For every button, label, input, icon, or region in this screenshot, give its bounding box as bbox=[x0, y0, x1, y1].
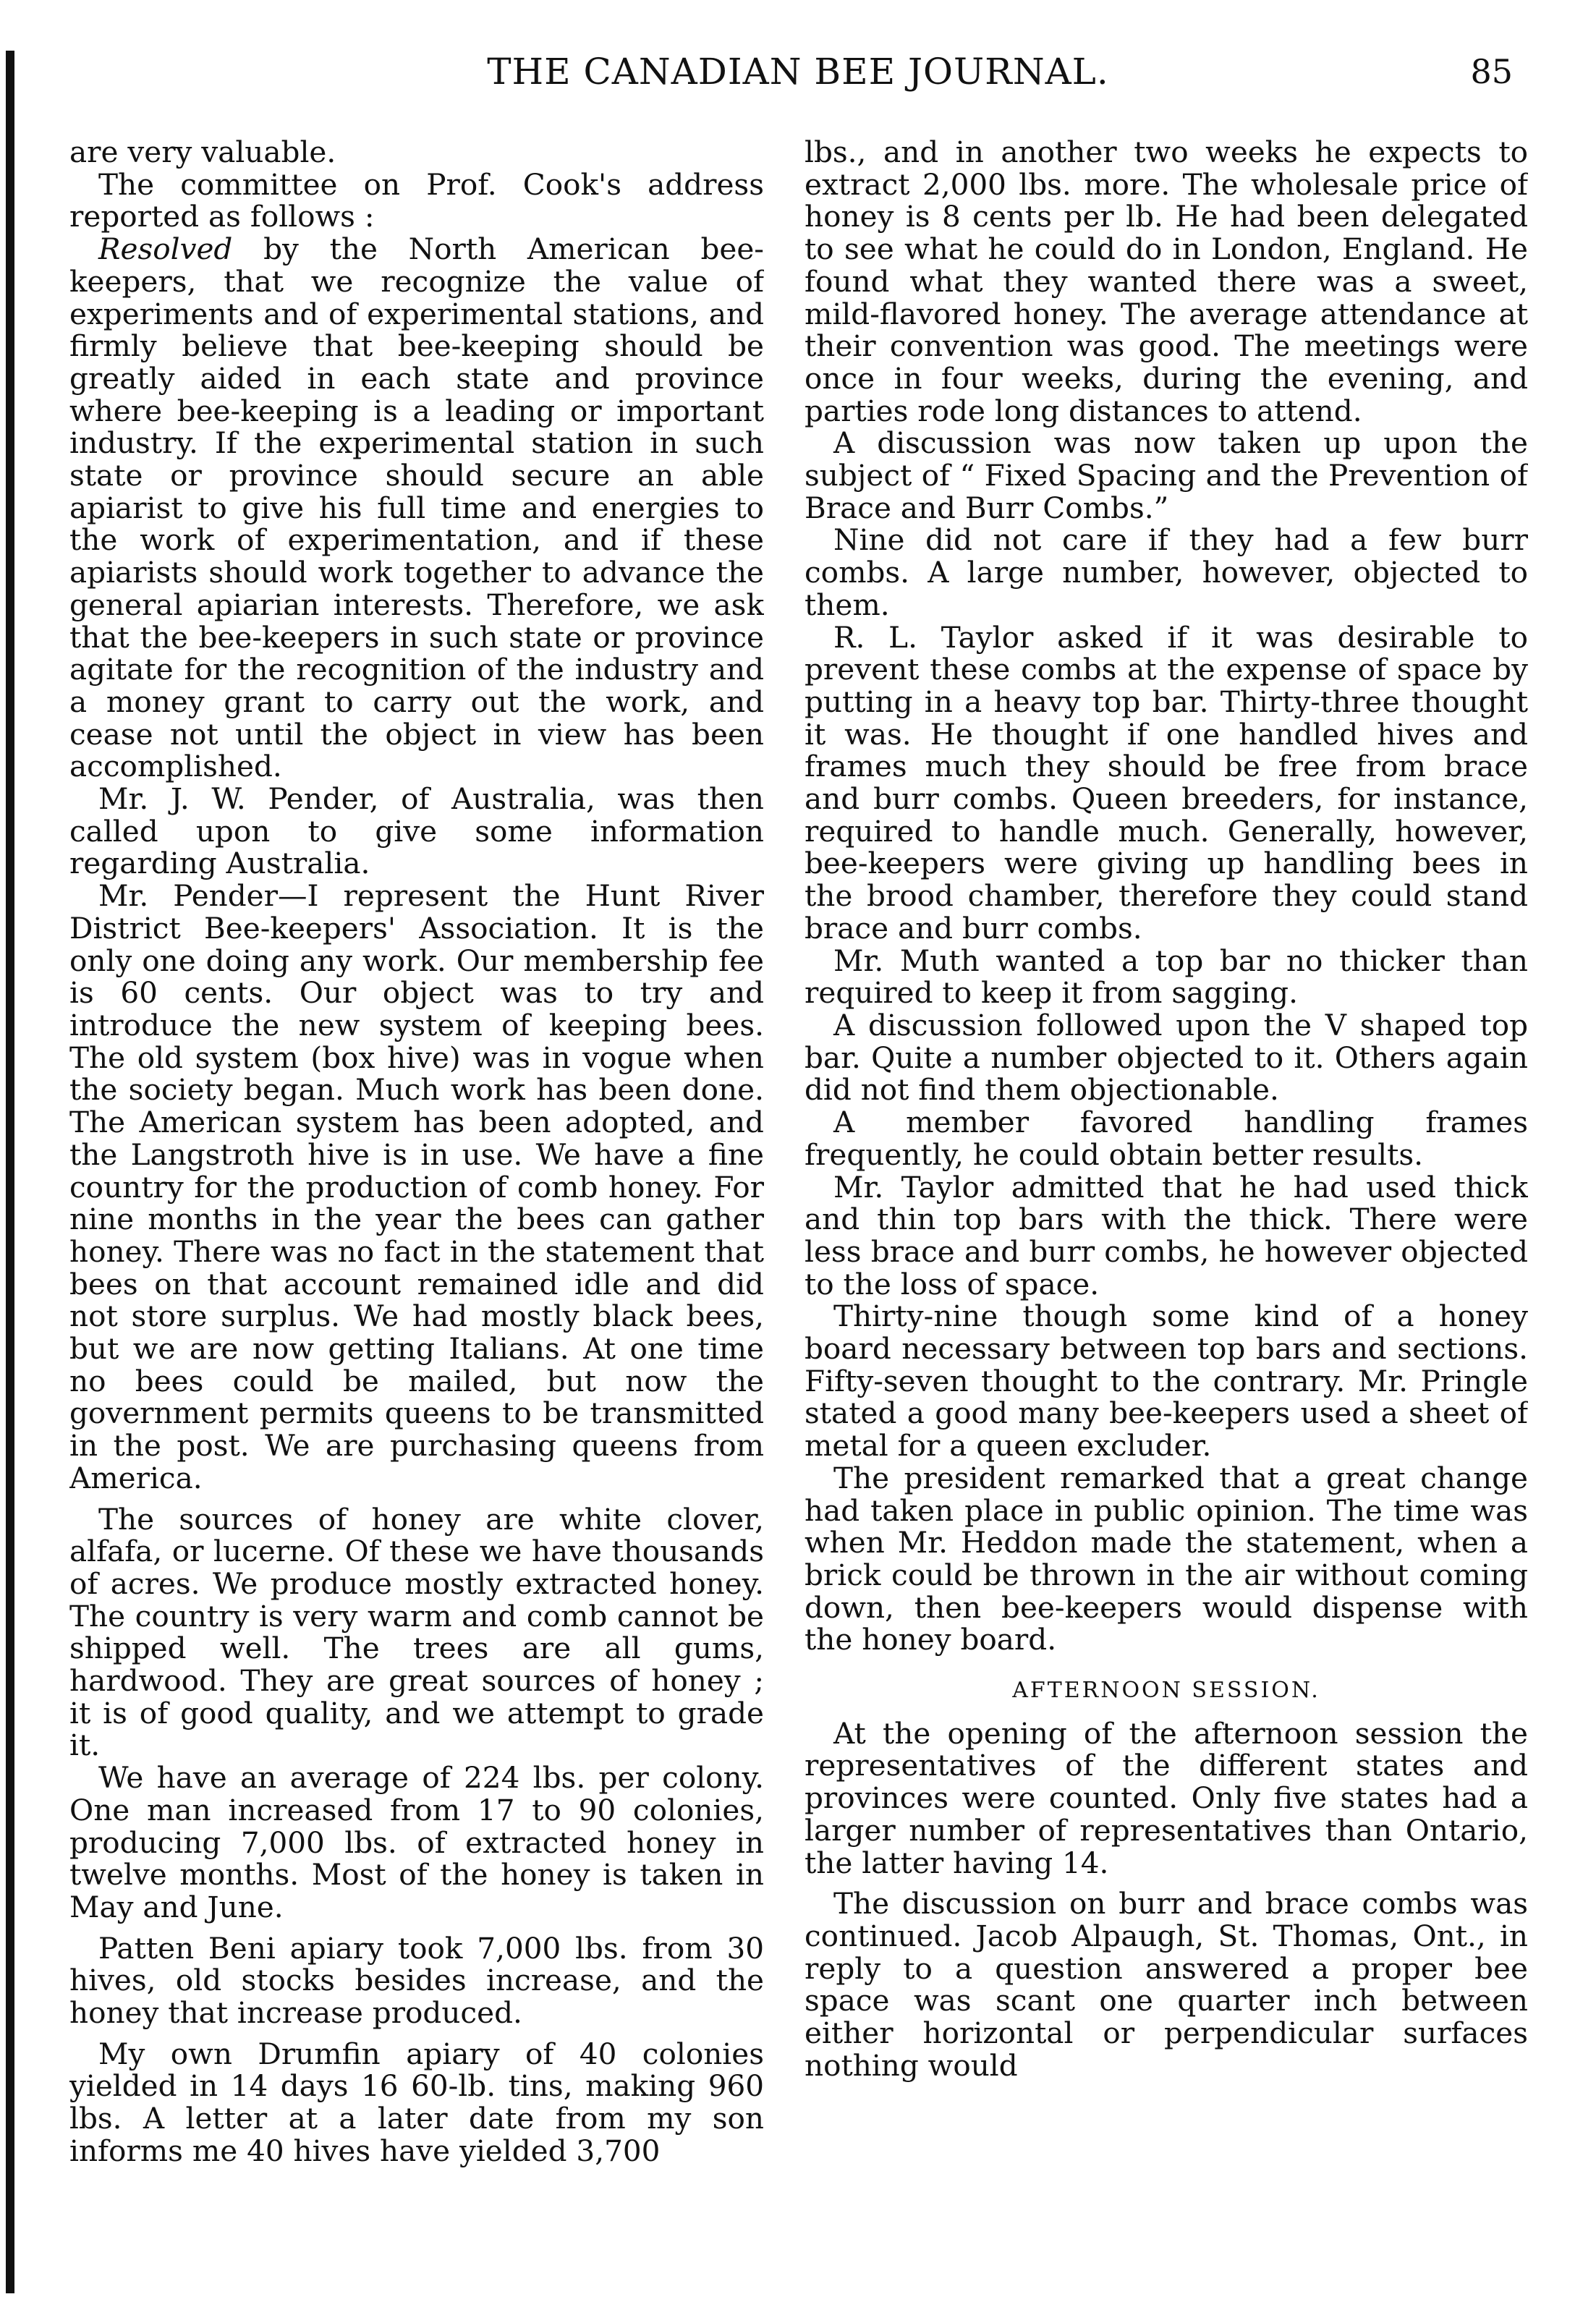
scan-edge-bar bbox=[6, 51, 14, 2293]
paragraph: The president remarked that a great change had taken place in public opinion. The time was when Mr. Heddon made the statement, when a brick could be thrown in the air without coming down, then bee-keepers would dispense with the honey board. bbox=[805, 1460, 1528, 1657]
paragraph: Nine did not care if they had a few burr combs. A large number, however, objected to them. bbox=[805, 522, 1528, 622]
paragraph: The discussion on burr and brace combs was continued. Jacob Alpaugh, St. Thomas, Ont., in reply to a question answered a proper bee space was scant one quarter inch between either horizontal or perpendicular surfaces nothing would bbox=[805, 1886, 1528, 2083]
resolution-body: by the North American bee-keepers, that we recognize the value of experiments and of experimental stations, and firmly believe that bee-keeping should be greatly aided in each state and province where bee-keeping is a leading or important industry. If the experimental station in such state or province should secure an able apiarist to give his full time and energies to the work of experimentation, and if these apiarists should work together to advance the general apiarian interests. Therefore, we ask that the bee-keepers in such state or province agitate for the recognition of the industry and a money grant to carry out the work, and cease not until the object in view has been accomplished. bbox=[69, 232, 764, 784]
section-heading: AFTERNOON SESSION. bbox=[1012, 1678, 1320, 1704]
journal-title: THE CANADIAN BEE JOURNAL. bbox=[487, 51, 1109, 93]
paragraph: A discussion was now taken up upon the subject of “ Fixed Spacing and the Prevention of Brace and Burr Combs.” bbox=[805, 425, 1528, 525]
page-header bbox=[0, 42, 1596, 107]
paragraph: are very valuable. bbox=[69, 136, 336, 169]
paragraph: Mr. Taylor admitted that he had used thick and thin top bars with the thick. There were less brace and burr combs, he however objected to the loss of space. bbox=[805, 1169, 1528, 1301]
page-number: 85 bbox=[1470, 52, 1513, 91]
paragraph: The sources of honey are white clover, alfafa, or lucerne. Of these we have thousands of acres. We produce mostly extracted honey. The country is very warm and comb cannot be shipped well. The trees are all gums, hardwood. They are great sources of honey ; it is of good quality, and we attempt to grade it. bbox=[69, 1501, 764, 1763]
paragraph: The committee on Prof. Cook's address reported as follows : bbox=[69, 166, 764, 234]
paragraph: Thirty-nine though some kind of a honey board necessary between top bars and sections. Fifty-seven thought to the contrary. Mr. Pringle stated a good many bee-keepers used a sheet of metal for a queen excluder. bbox=[805, 1299, 1528, 1464]
resolution-paragraph bbox=[69, 233, 764, 783]
paragraph: Patten Beni apiary took 7,000 lbs. from 30 hives, old stocks besides increase, and the honey that increase produced. bbox=[69, 1930, 764, 2031]
paragraph: R. L. Taylor asked if it was desirable to prevent these combs at the expense of space by putting in a heavy top bar. Thirty-three thought it was. He thought if one handled hives and frames much they should be free from brace and burr combs. Queen breeders, for instance, required to handle much. Generally, however, bee-keepers were giving up handling bees in the brood chamber, therefore they could stand brace and burr combs. bbox=[805, 619, 1528, 946]
paragraph: A discussion followed upon the V shaped top bar. Quite a number objected to it. Others again did not find them objectionable. bbox=[805, 1007, 1528, 1108]
right-column bbox=[805, 136, 1528, 2263]
resolution-lead: Resolved bbox=[98, 232, 233, 267]
paragraph: Mr. Pender—I represent the Hunt River District Bee-keepers' Association. It is the only one doing any work. Our membership fee is 60 cents. Our object was to try and introduce the new system of keeping bees. The old system (box hive) was in vogue when the society began. Much work has been done. The American system has been adopted, and the Langstroth hive is in use. We have a fine country for the production of comb honey. For nine months in the year the bees can gather honey. There was no fact in the statement that bees on that account remained idle and did not store surplus. We had mostly black bees, but we are now getting Italians. At one time no bees could be mailed, but now the government permits queens to be transmitted in the post. We are purchasing queens from America. bbox=[69, 878, 764, 1495]
paragraph: My own Drumfin apiary of 40 colonies yielded in 14 days 16 60-lb. tins, making 960 lbs. A letter at a later date from my son informs me 40 hives have yielded 3,700 bbox=[69, 2036, 764, 2168]
paragraph: Mr. J. W. Pender, of Australia, was then called upon to give some information regarding Australia. bbox=[69, 781, 764, 881]
paragraph: Mr. Muth wanted a top bar no thicker than required to keep it from sagging. bbox=[805, 943, 1528, 1011]
paragraph: At the opening of the afternoon session the representatives of the different states and provinces were counted. Only five states had a larger number of representatives than Ontario, the latter having 14. bbox=[805, 1715, 1528, 1880]
paragraph: We have an average of 224 lbs. per colony. One man increased from 17 to 90 colonies, producing 7,000 lbs. of extracted honey in twelve months. Most of the honey is taken in May and June. bbox=[69, 1760, 764, 1924]
paragraph: A member favored handling frames frequently, he could obtain better results. bbox=[805, 1105, 1528, 1172]
left-column bbox=[69, 136, 764, 2263]
paragraph: lbs., and in another two weeks he expects to extract 2,000 lbs. more. The wholesale price of honey is 8 cents per lb. He had been delegated to see what he could do in London, England. He found what they wanted there was a sweet, mild-flavored honey. The average attendance at their convention was good. The meetings were once in four weeks, during the evening, and parties rode long distances to attend. bbox=[805, 136, 1528, 428]
